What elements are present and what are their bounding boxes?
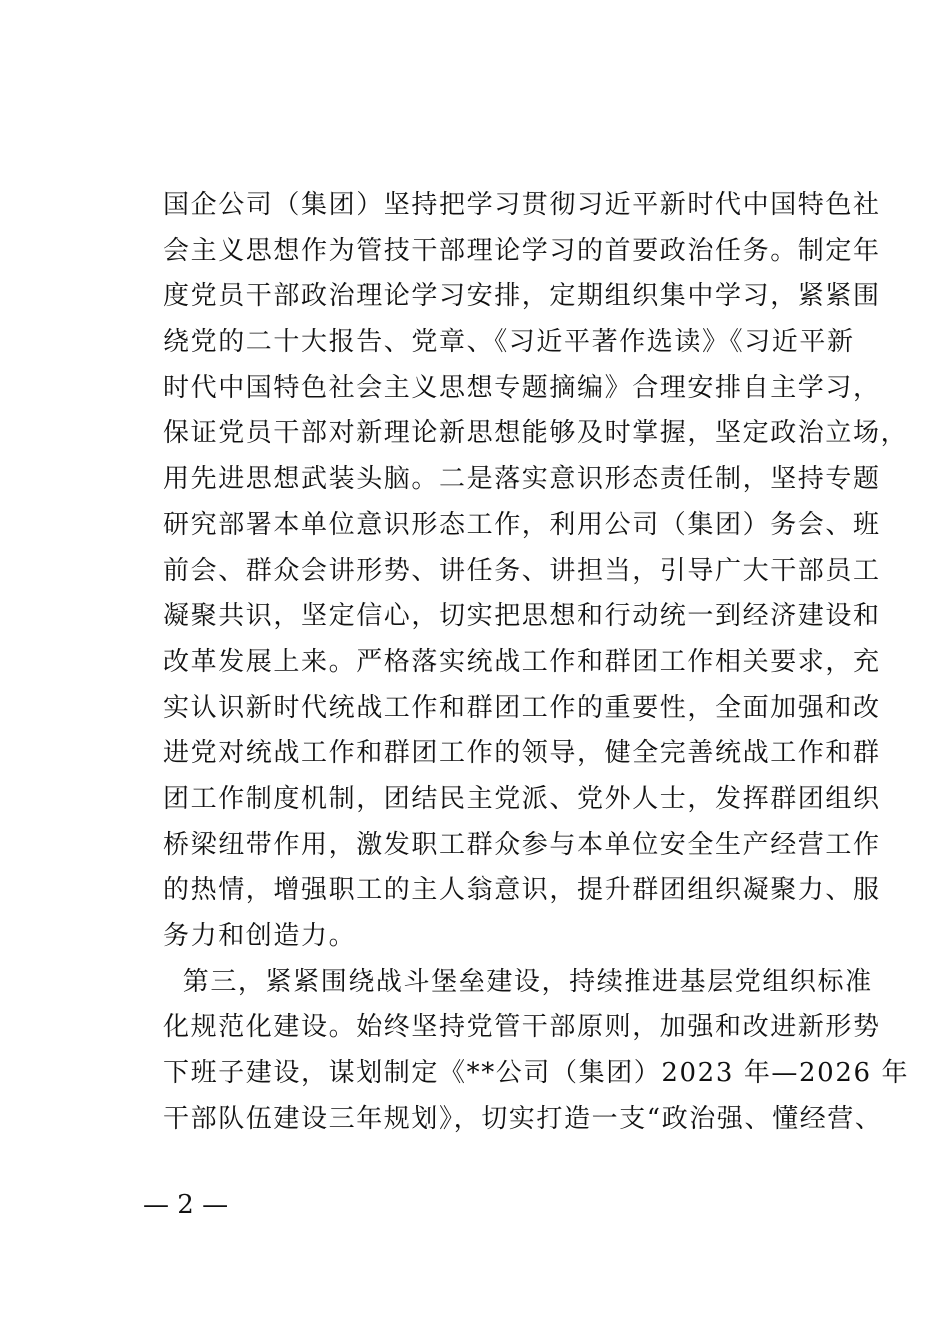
text-line: 前会、群众会讲形势、讲任务、讲担当，引导广大干部员工 bbox=[163, 555, 881, 586]
text-line: 下班子建设，谋划制定《**公司（集团）2023 年—2026 年 bbox=[163, 1058, 910, 1089]
page-number: — 2 — bbox=[143, 1190, 229, 1220]
text-line: 会主义思想作为管技干部理论学习的首要政治任务。制定年 bbox=[163, 235, 881, 266]
text-line: 进党对统战工作和群团工作的领导，健全完善统战工作和群 bbox=[163, 738, 881, 769]
text-line: 实认识新时代统战工作和群团工作的重要性，全面加强和改 bbox=[163, 692, 881, 723]
text-line: 凝聚共识，坚定信心，切实把思想和行动统一到经济建设和 bbox=[163, 601, 881, 632]
text-line: 的热情，增强职工的主人翁意识，提升群团组织凝聚力、服 bbox=[163, 875, 881, 906]
text-line: 干部队伍建设三年规划》，切实打造一支“政治强、懂经营、 bbox=[163, 1103, 883, 1134]
text-line: 第三，紧紧围绕战斗堡垒建设，持续推进基层党组织标准 bbox=[163, 966, 873, 997]
text-line: 用先进思想武装头脑。二是落实意识形态责任制，坚持专题 bbox=[163, 464, 881, 495]
text-line: 化规范化建设。始终坚持党管干部原则，加强和改进新形势 bbox=[163, 1012, 881, 1043]
text-line: 绕党的二十大报告、党章、《习近平著作选读》《习近平新 bbox=[163, 327, 855, 358]
text-line: 务力和创造力。 bbox=[163, 921, 357, 951]
text-line: 研究部署本单位意识形态工作，利用公司（集团）务会、班 bbox=[163, 509, 881, 540]
text-line: 桥梁纽带作用，激发职工群众参与本单位安全生产经营工作 bbox=[163, 829, 881, 860]
text-line: 国企公司（集团）坚持把学习贯彻习近平新时代中国特色社 bbox=[163, 190, 881, 220]
text-line: 改革发展上来。严格落实统战工作和群团工作相关要求，充 bbox=[163, 646, 881, 677]
text-line: 时代中国特色社会主义思想专题摘编》合理安排自主学习， bbox=[163, 372, 881, 403]
text-line: 度党员干部政治理论学习安排，定期组织集中学习，紧紧围 bbox=[163, 281, 881, 312]
body-text bbox=[163, 183, 910, 1142]
text-line: 团工作制度机制，团结民主党派、党外人士，发挥群团组织 bbox=[163, 783, 881, 814]
text-line: 保证党员干部对新理论新思想能够及时掌握，坚定政治立场， bbox=[163, 418, 909, 449]
